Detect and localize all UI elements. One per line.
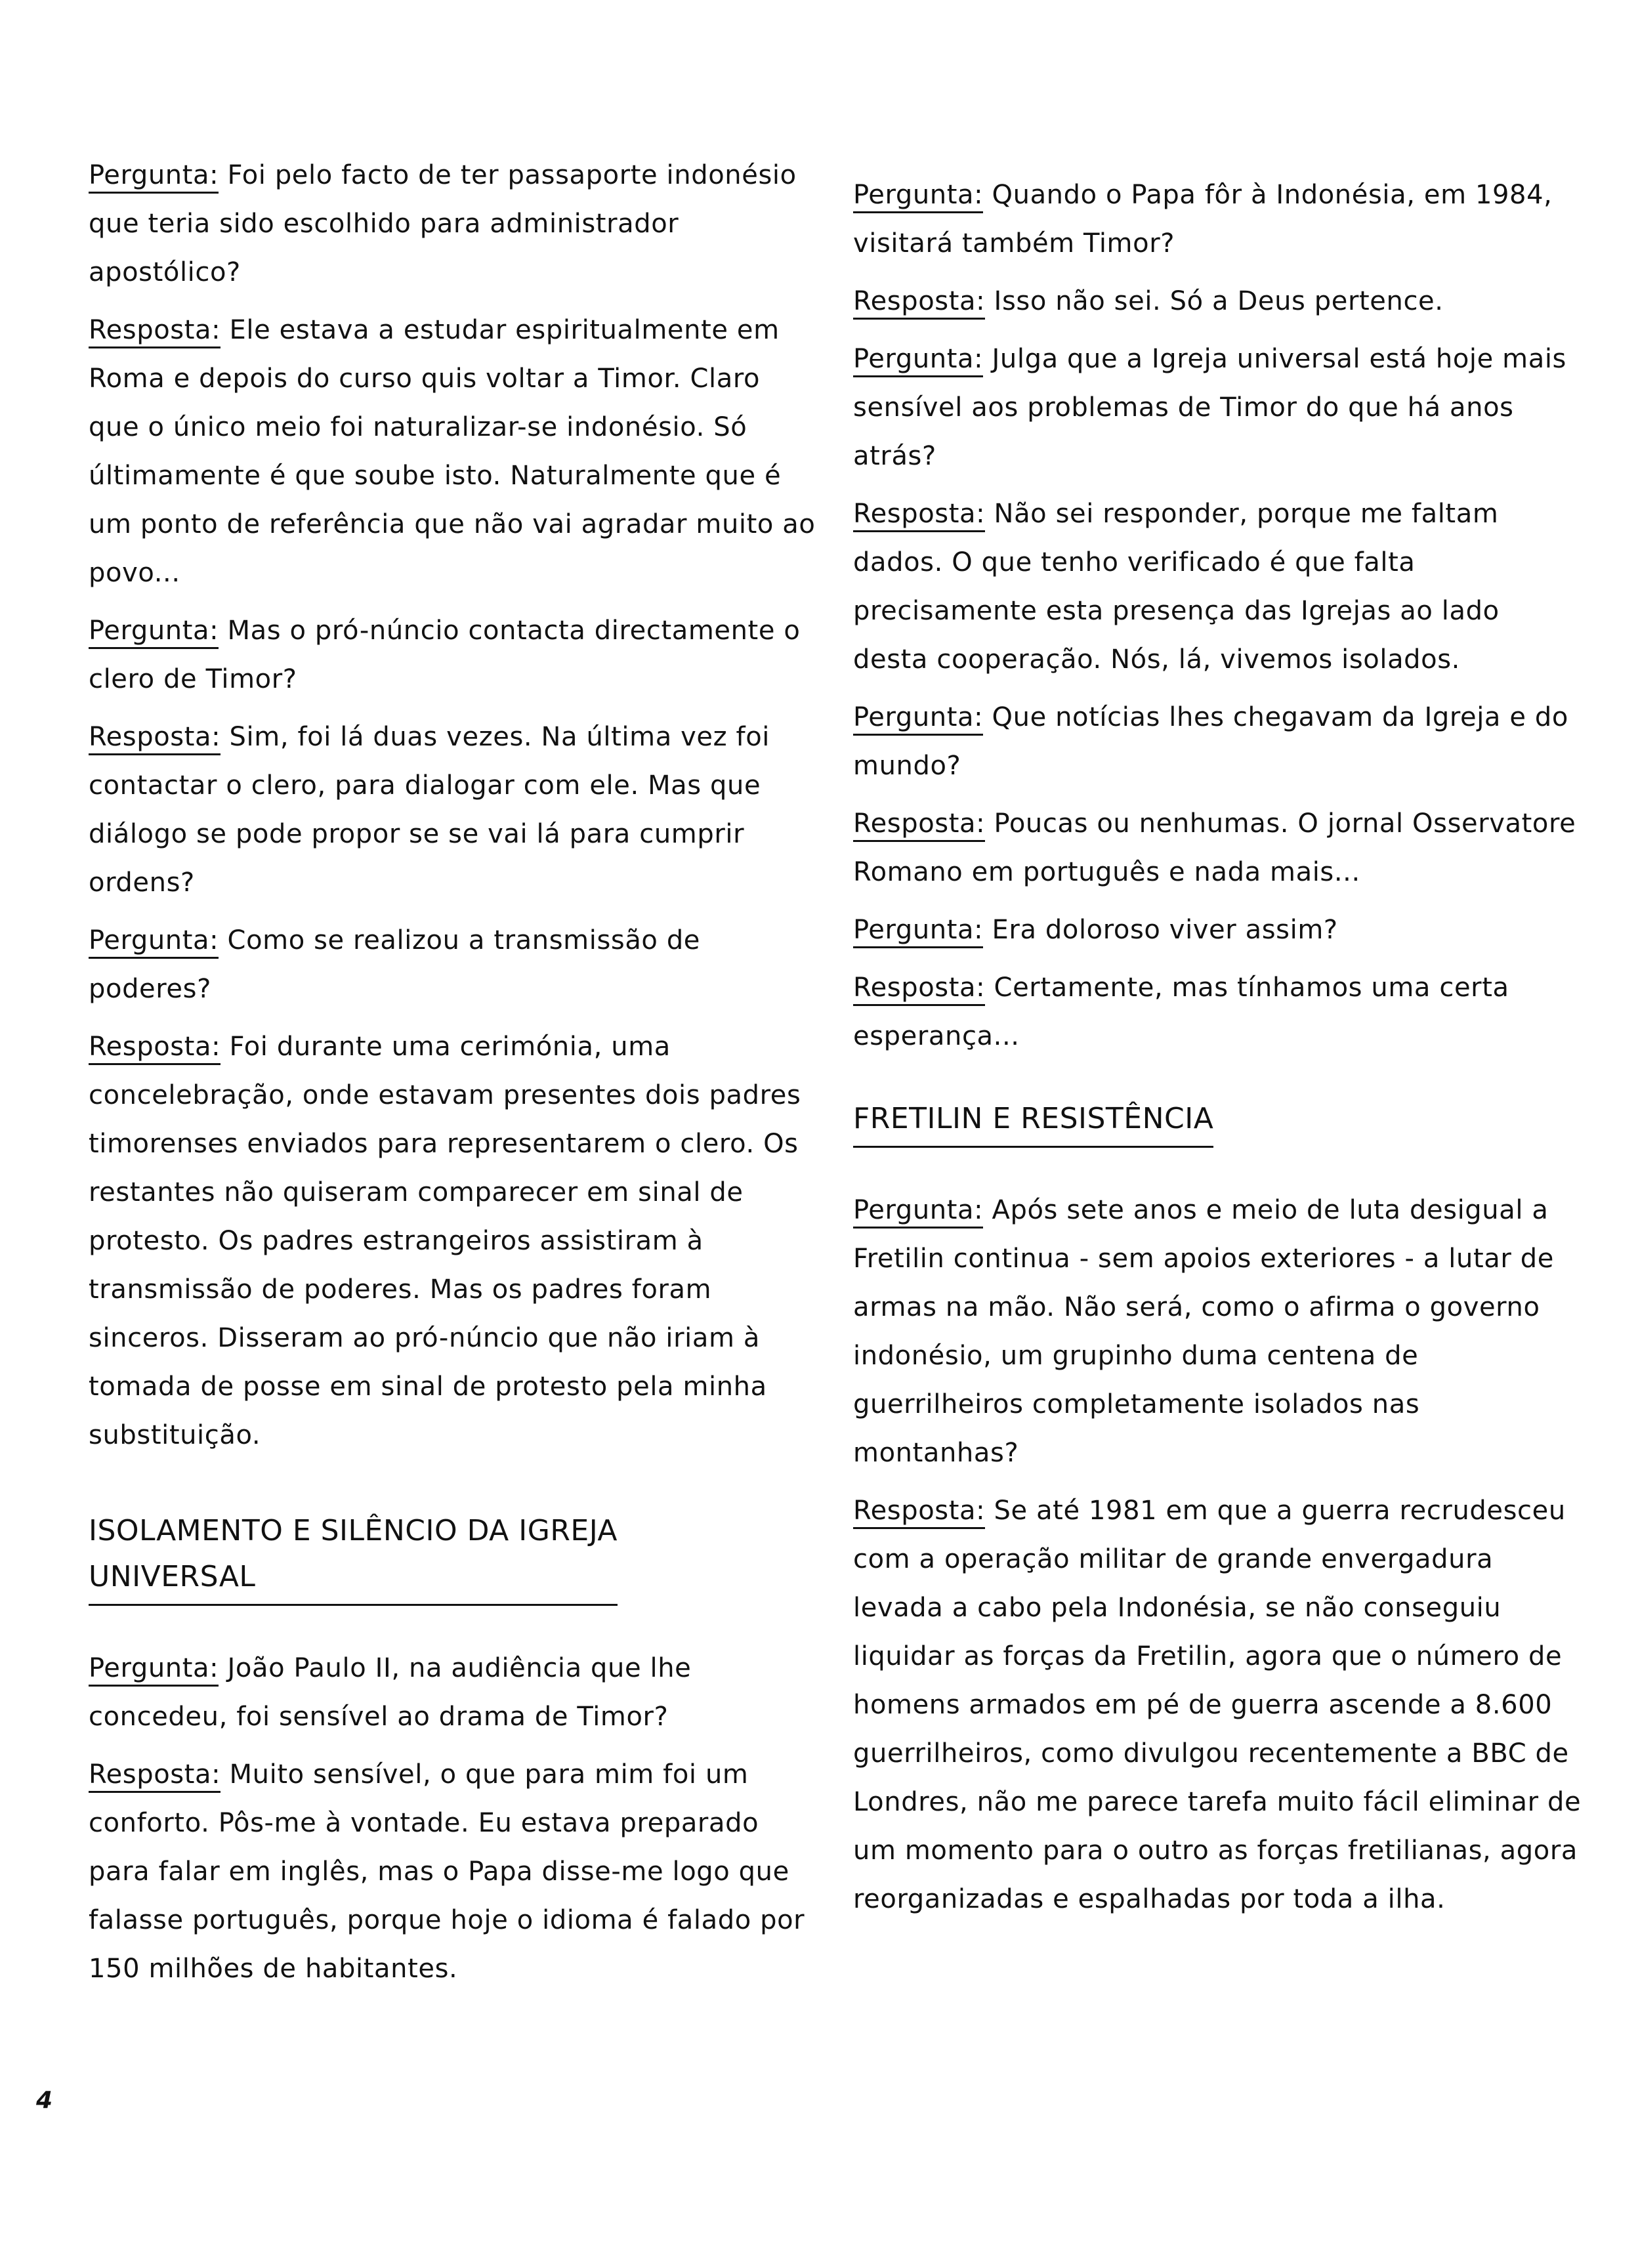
question-paragraph	[853, 906, 1582, 954]
question-text: Que notícias lhes chegavam da Igreja e do mundo?	[853, 702, 1568, 781]
question-text: Quando o Papa fôr à Indonésia, em 1984, visitará também Timor?	[853, 180, 1553, 259]
answer-label: Resposta:	[853, 808, 985, 842]
question-text: Era doloroso viver assim?	[983, 915, 1338, 945]
answer-label: Resposta:	[89, 1032, 220, 1065]
question-label: Pergunta:	[853, 702, 983, 736]
answer-paragraph	[853, 277, 1582, 326]
question-paragraph	[853, 171, 1582, 268]
answer-paragraph	[89, 1750, 817, 1993]
question-text: Julga que a Igreja universal está hoje mais sensível aos problemas de Timor do que há anos atrás?	[853, 344, 1566, 471]
question-paragraph	[853, 335, 1582, 480]
answer-paragraph	[853, 490, 1582, 684]
answer-text: Isso não sei. Só a Deus pertence.	[985, 286, 1444, 316]
section-heading-fretilin	[853, 1096, 1213, 1148]
page-number: 4	[36, 2087, 53, 2114]
question-label: Pergunta:	[853, 1195, 983, 1228]
section-heading-line1: ISOLAMENTO E SILÊNCIO DA IGREJA	[89, 1514, 618, 1547]
answer-label: Resposta:	[853, 1496, 985, 1529]
question-label: Pergunta:	[89, 1653, 219, 1687]
answer-text: Poucas ou nenhumas. O jornal Osservatore Romano em português e nada mais...	[853, 808, 1576, 887]
section-heading-line2: UNIVERSAL	[89, 1560, 256, 1593]
answer-paragraph	[89, 713, 817, 907]
answer-text: Sim, foi lá duas vezes. Na última vez foi contactar o clero, para dialogar com ele. Mas que diálogo se pode propor se se vai lá para cumprir ordens?	[89, 722, 770, 898]
answer-text: Não sei responder, porque me faltam dados. O que tenho verificado é que falta precisamente esta presença das Igrejas ao lado desta cooperação. Nós, lá, vivemos isolados.	[853, 499, 1500, 675]
answer-text: Muito sensível, o que para mim foi um conforto. Pôs-me à vontade. Eu estava preparado para falar em inglês, mas o Papa disse-me logo que falasse português, porque hoje o idioma é falado por 150 milhões de habitantes.	[89, 1759, 805, 1984]
answer-paragraph	[853, 963, 1582, 1060]
question-text: Como se realizou a transmissão de poderes?	[89, 925, 701, 1004]
question-label: Pergunta:	[853, 915, 983, 948]
right-column	[853, 171, 1582, 1933]
answer-label: Resposta:	[853, 973, 985, 1006]
answer-label: Resposta:	[89, 1759, 220, 1793]
answer-label: Resposta:	[89, 315, 220, 348]
answer-label: Resposta:	[89, 722, 220, 755]
question-paragraph	[89, 151, 817, 297]
answer-paragraph	[853, 799, 1582, 896]
question-label: Pergunta:	[89, 160, 219, 194]
answer-text: Ele estava a estudar espiritualmente em Roma e depois do curso quis voltar a Timor. Claro que o único meio foi naturalizar-se indonésio. Só últimamente é que soube isto. Naturalmente que é um ponto de referência que não vai agradar muito ao povo...	[89, 315, 816, 588]
answer-paragraph	[853, 1486, 1582, 1923]
answer-text: Foi durante uma cerimónia, uma concelebração, onde estavam presentes dois padres timorenses enviados para representarem o clero. Os restantes não quiseram comparecer em sinal de protesto. Os padres estrangeiros assistiram à transmissão de poderes. Mas os padres foram sinceros. Disseram ao pró-núncio que não iriam à tomada de posse em sinal de protesto pela minha substituição.	[89, 1032, 801, 1450]
answer-label: Resposta:	[853, 499, 985, 532]
question-paragraph	[89, 916, 817, 1013]
question-text: João Paulo II, na audiência que lhe concedeu, foi sensível ao drama de Timor?	[89, 1653, 692, 1732]
question-paragraph	[89, 606, 817, 704]
question-paragraph	[853, 1186, 1582, 1477]
question-text: Mas o pró-núncio contacta directamente o clero de Timor?	[89, 616, 801, 694]
left-column	[89, 151, 817, 2002]
question-label: Pergunta:	[853, 180, 983, 213]
question-label: Pergunta:	[89, 925, 219, 959]
question-label: Pergunta:	[89, 616, 219, 649]
question-label: Pergunta:	[853, 344, 983, 377]
answer-label: Resposta:	[853, 286, 985, 320]
section-heading-text: FRETILIN E RESISTÊNCIA	[853, 1102, 1214, 1135]
section-heading-isolamento	[89, 1508, 618, 1606]
question-paragraph	[89, 1644, 817, 1741]
question-paragraph	[853, 693, 1582, 790]
answer-paragraph	[89, 1022, 817, 1460]
question-text: Foi pelo facto de ter passaporte indonésio que teria sido escolhido para administrador apostólico?	[89, 160, 797, 287]
question-text: Após sete anos e meio de luta desigual a Fretilin continua - sem apoios exteriores - a lutar de armas na mão. Não será, como o afirma o governo indonésio, um grupinho duma centena de guerrilheiros completamente isolados nas montanhas?	[853, 1195, 1554, 1468]
answer-text: Certamente, mas tínhamos uma certa esperança...	[853, 973, 1509, 1051]
answer-paragraph	[89, 306, 817, 597]
answer-text: Se até 1981 em que a guerra recrudesceu com a operação militar de grande envergadura levada a cabo pela Indonésia, se não conseguiu liquidar as forças da Fretilin, agora que o número de homens armados em pé de guerra ascende a 8.600 guerrilheiros, como divulgou recentemente a BBC de Londres, não me parece tarefa muito fácil eliminar de um momento para o outro as forças fretilianas, agora reorganizadas e espalhadas por toda a ilha.	[853, 1496, 1582, 1914]
